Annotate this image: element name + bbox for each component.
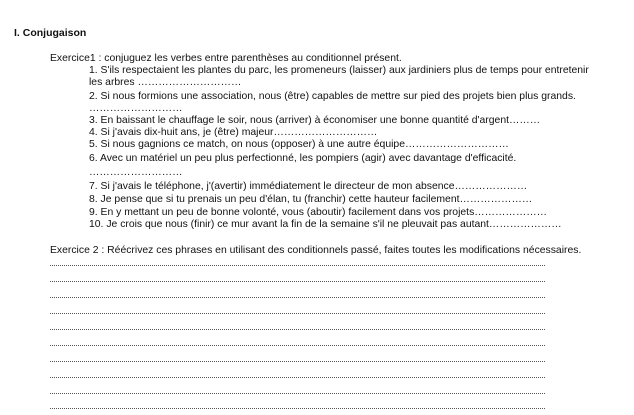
exercise1-item-3: 3. En baissant le chauffage le soir, nous (arriver) à économiser une bonne quantité d'argent……… <box>89 115 541 126</box>
exercise1-item-8: 8. Je pense que si tu prenais un peu d'élan, tu (franchir) cette hauteur facilement………………… <box>89 194 533 205</box>
exercise1-instruction: Exercice1 : conjuguez les verbes entre parenthèses au conditionnel présent. <box>50 53 402 64</box>
section-title: I. Conjugaison <box>14 27 87 39</box>
exercise1-item-7: 7. Si j'avais le téléphone, j'(avertir) immédiatement le directeur de mon absence………………… <box>89 181 528 192</box>
answer-line <box>50 361 545 362</box>
exercise1-item-1-continuation: les arbres ………………………… <box>89 77 242 88</box>
exercise1-item-6: 6. Avec un matériel un peu plus perfectionné, les pompiers (agir) avec davantage d'efficacité. <box>89 153 517 164</box>
answer-line <box>50 408 545 409</box>
exercise1-item-2-answer-line: ……………………… <box>89 103 183 114</box>
answer-line <box>50 265 545 266</box>
exercise1-item-4: 4. Si j'avais dix-huit ans, je (être) majeur………………………… <box>89 127 378 138</box>
exercise1-item-1: 1. S'ils respectaient les plantes du parc, les promeneurs (laisser) aux jardiniers plus de temps pour entretenir <box>89 65 589 76</box>
answer-line <box>50 345 545 346</box>
exercise1-item-5: 5. Si nous gagnions ce match, on nous (opposer) à une autre équipe………………………… <box>89 139 509 150</box>
answer-line <box>50 393 545 394</box>
exercise2-instruction: Exercice 2 : Réécrivez ces phrases en utilisant des conditionnels passé, faites toutes les modifications nécessaires. <box>50 245 582 256</box>
answer-line <box>50 297 545 298</box>
exercise1-item-6-answer-line: ……………………… <box>89 167 183 178</box>
exercise1-item-10: 10. Je crois que nous (finir) ce mur avant la fin de la semaine s'il ne pleuvait pas autant………………… <box>89 219 562 230</box>
answer-line <box>50 313 545 314</box>
answer-line <box>50 329 545 330</box>
exercise1-item-2: 2. Si nous formions une association, nous (être) capables de mettre sur pied des projets bien plus grands. <box>89 91 576 102</box>
answer-line <box>50 281 545 282</box>
exercise1-item-9: 9. En y mettant un peu de bonne volonté, vous (aboutir) facilement dans vos projets………………… <box>89 207 547 218</box>
answer-line <box>50 377 545 378</box>
